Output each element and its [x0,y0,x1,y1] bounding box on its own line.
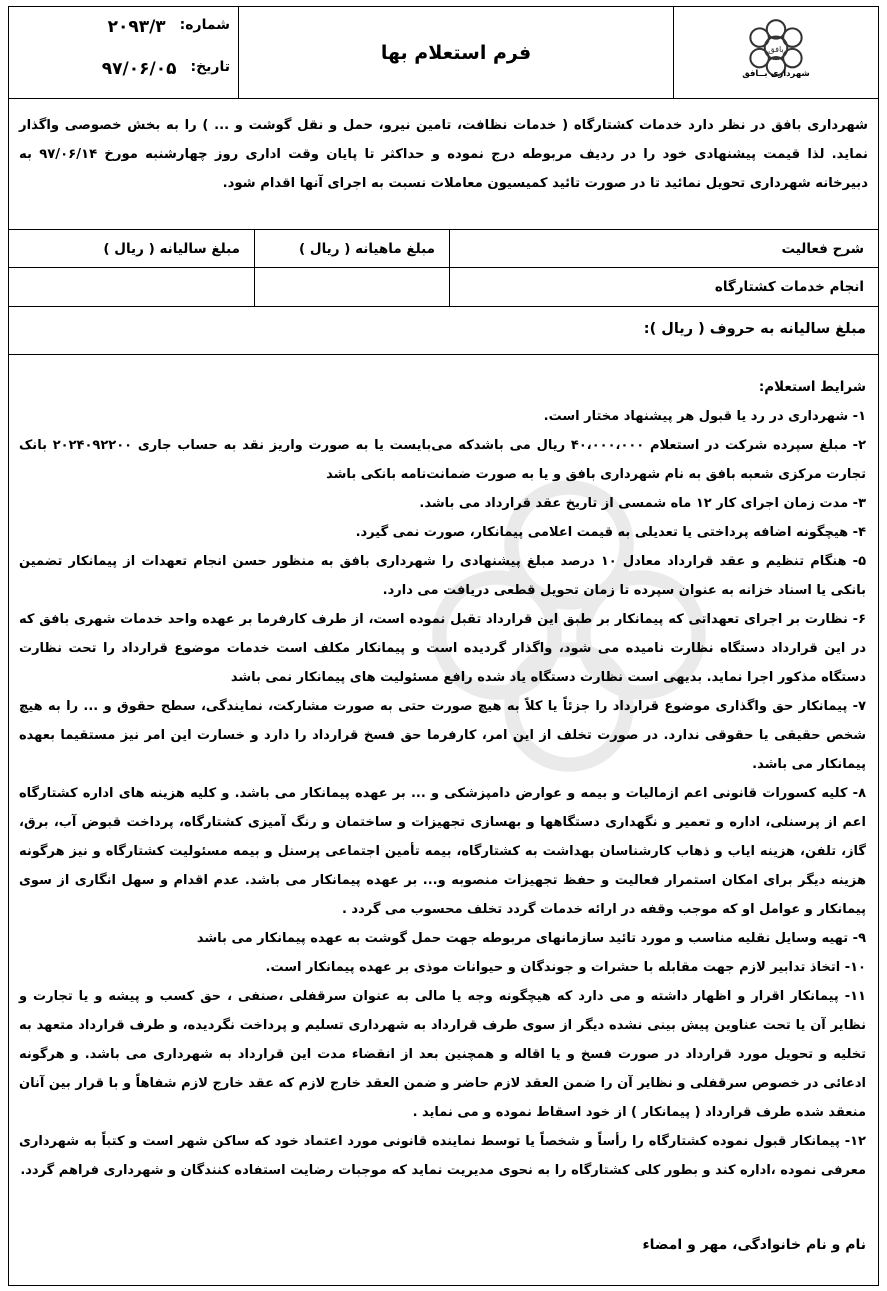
header-monthly: مبلغ ماهیانه ( ریال ) [255,230,450,268]
condition-item: ۱۲- پیمانکار قبول نموده کشتارگاه را رأساً و شخصاً یا توسط نماینده قانونی مورد اعتماد خود که ساکن شهر است و کتباً به شهرداری معرفی نموده ،اداره کند و بطور کلی کشتارگاه را به نحوی مدیریت نماید که موجبات رضایت استفاده کنندگان و شهرداری فراهم گردد. [19,1134,866,1178]
amount-in-words-field[interactable]: مبلغ سالیانه به حروف ( ریال ): [9,309,878,355]
svg-text:بافق: بافق [768,43,784,54]
condition-item: ۱۰- اتخاذ تدابیر لازم جهت مقابله با حشرات و جوندگان و حیوانات موذی بر عهده پیمانکار است. [265,960,866,975]
logo-box [673,7,878,99]
condition-item: ۷- پیمانکار حق واگذاری موضوع قرارداد را جزئاً یا کلاً به هیچ صورت حتی به صورت مشارکت، نمایندگی، سطح حقوق و ... را به هیچ شخص حقیقی یا حقوقی ندارد. در صورت تخلف از این امر، کارفرما حق فسخ قرارداد را دارد و خسارت این امر نیز مستقیما بعهده پیمانکار می باشد. [19,699,866,772]
condition-item: ۴- هیچگونه اضافه پرداختی یا تعدیلی به قیمت اعلامی پیمانکار، صورت نمی گیرد. [355,525,866,540]
page-title: فرم استعلام بها [380,42,532,64]
cell-annual-amount[interactable] [9,268,255,307]
table-row [9,268,878,307]
form-header [9,7,878,99]
condition-item: ۸- کلیه کسورات قانونی اعم ازمالیات و بیمه و عوارض دامپزشکی و ... بر عهده پیمانکار می باشد. و کلیه هزینه های اداره کشتارگاه اعم از پرسنلی، اداره و تعمیر و نگهداری دستگاهها و بهسازی تجهیزات و ساختمان و رنگ آمیزی کشتارگاه، پرداخت قبوض آب، برق، گاز، تلفن، هزینه ایاب و ذهاب کارشناسان بهداشت به کشتارگاه، بیمه تأمین اجتماعی پرسنل و بیمه مسئولیت کشتارگاه و نیز هرگونه هزینه دیگر برای امکان استمرار فعالیت و حفظ تجهیزات منصوبه و... بر عهده پیمانکار می باشد. عدم اقدام و سهل انگاری از سوی پیمانکار و عوامل او که موجب وقفه در ارائه خدمات گردد تخلف محسوب می گردد . [19,786,866,917]
logo-caption: شهرداری بــافق [742,69,810,79]
number-value: ۲۰۹۳/۳ [107,17,166,37]
conditions-section [19,373,866,1185]
header-activity: شرح فعالیت [450,230,879,268]
intro-paragraph: شهرداری بافق در نظر دارد خدمات کشتارگاه ( خدمات نظافت، تامین نیرو، حمل و نقل گوشت و ... ) را به بخش خصوصی واگذار نماید. لذا قیمت پیشنهادی خود را در ردیف مربوطه درج نموده و حداکثر تا پایان وقت اداری روز چهارشنبه مورخ ۹۷/۰۶/۱۴ به دبیرخانه شهرداری تحویل نمائید تا در صورت تائید کمیسیون معاملات نسبت به اجرای آنها اقدام شود. [19,118,868,191]
municipality-logo-icon [735,13,817,95]
condition-item: ۶- نظارت بر اجرای تعهداتی که پیمانکار بر طبق این قرارداد تقبل نموده است، از طرف کارفرما بر عهده واحد خدمات شهری بافق که در این قرارداد دستگاه نظارت نامیده می شود، واگذار گردیده است و پیمانکار مکلف است خدمات موضوع قرارداد را تحت نظارت دستگاه مذکور اجرا نماید. بدیهی است نظارت دستگاه یاد شده رافع مسئولیت های پیمانکار نمی باشد [19,612,866,685]
header-annual: مبلغ سالیانه ( ریال ) [9,230,255,268]
price-table [9,229,878,307]
reference-box [9,7,239,99]
date-value: ۹۷/۰۶/۰۵ [101,59,177,79]
condition-item: ۱۱- پیمانکار اقرار و اظهار داشته و می دارد که هیچگونه وجه یا مالی به عنوان سرقفلی ،صنفی ، حق کسب و پیشه و یا تجارت و نظایر آن یا تحت عناوین پیش بینی نشده دیگر از سوی طرف قرارداد به شهرداری تسلیم و پرداخت نگردیده، و طرف قرارداد متعهد به تخلیه و تحویل مورد قرارداد در صورت فسخ و یا اقاله و همچنین بعد از انقضاء مدت این قرارداد به شهرداری می باشد. و هرگونه ادعائی در خصوص سرقفلی و نظایر آن را ضمن العقد لازم حاضر و ضمن العقد خارج لازم که عقد خارج لازم شفاهاً و با قرار بین آنان منعقد شده طرف قرارداد ( پیمانکار ) از خود اسقاط نموده و می نماید . [19,989,866,1120]
form-page [8,6,879,1286]
condition-item: ۵- هنگام تنظیم و عقد قرارداد معادل ۱۰ درصد مبلغ پیشنهادی را شهرداری بافق به منظور حسن انجام تعهدات از پیمانکار تضمین بانکی یا اسناد خزانه به عنوان سپرده تا زمان تحویل قطعی دریافت می دارد. [19,554,866,598]
conditions-title: شرایط استعلام: [758,379,866,395]
cell-monthly-amount[interactable] [255,268,450,307]
number-label: شماره: [179,17,230,33]
cell-activity: انجام خدمات کشتارگاه [450,268,879,307]
reference-date [102,59,230,79]
signature-label: نام و نام خانوادگی، مهر و امضاء [642,1237,866,1253]
date-label: تاریخ: [190,59,230,75]
condition-item: ۹- تهیه وسایل نقلیه مناسب و مورد تائید سازمانهای مربوطه جهت حمل گوشت به عهده پیمانکار می باشد [196,931,866,946]
condition-item: ۲- مبلغ سپرده شرکت در استعلام ۴۰،۰۰۰،۰۰۰ ریال می باشدکه می‌بایست یا به صورت واریز نقد به حساب جاری ۲۰۲۴۰۹۲۲۰۰ بانک تجارت مرکزی شعبه بافق به نام شهرداری بافق و یا به صورت ضمانت‌نامه بانکی باشد [19,438,867,482]
table-header-row [9,230,878,268]
reference-number [108,17,230,37]
condition-item: ۱- شهرداری در رد یا قبول هر پیشنهاد مختار است. [543,409,866,424]
condition-item: ۳- مدت زمان اجرای کار ۱۲ ماه شمسی از تاریخ عقد قرارداد می باشد. [419,496,866,511]
